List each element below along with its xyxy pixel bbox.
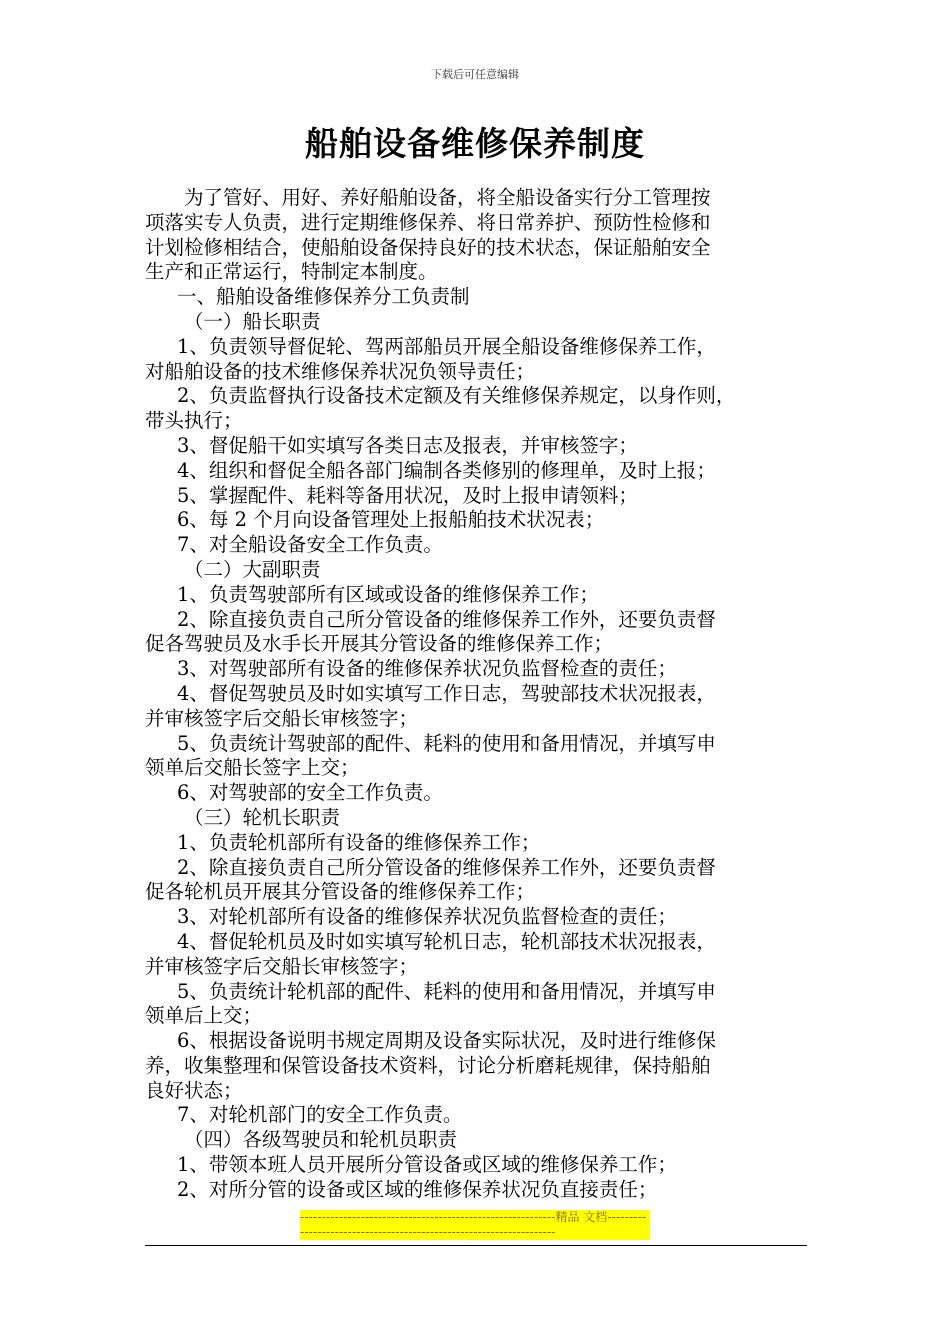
body-line: 为了管好、用好、养好船舶设备，将全船设备实行分工管理按 (184, 186, 711, 209)
body-line: 领单后上交； (145, 1004, 263, 1028)
body-line: 4、督促轮机员及时如实填写轮机日志，轮机部技术状况报表， (177, 929, 716, 953)
body-line: 一、船舶设备维修保养分工负责制 (177, 285, 470, 309)
body-line: 4、组织和督促全船各部门编制各类修别的修理单，及时上报； (177, 458, 716, 482)
body-line: 项落实专人负责，进行定期维修保养、将日常养护、预防性检修和 (145, 210, 711, 234)
body-line: 带头执行； (145, 409, 243, 433)
body-line: 并审核签字后交船长审核签字； (145, 954, 419, 978)
document-title: 船舶设备维修保养制度 (305, 124, 645, 163)
body-line: （二）大副职责 (184, 557, 321, 581)
body-line: 3、对轮机部所有设备的维修保养状况负监督检查的责任； (177, 905, 677, 929)
footer-watermark-note: -----------------------------------------------------------精品 文档-------------------------------------------------------------------- (300, 1210, 650, 1240)
body-line: 良好状态； (145, 1078, 243, 1102)
footer-divider (145, 1245, 807, 1246)
body-line: （四）各级驾驶员和轮机员职责 (184, 1128, 458, 1152)
body-line: 生产和正常运行，特制定本制度。 (145, 260, 438, 284)
body-line: 7、对全船设备安全工作负责。 (177, 533, 443, 557)
body-line: 7、对轮机部门的安全工作负责。 (177, 1103, 463, 1127)
body-line: 养，收集整理和保管设备技术资料，讨论分析磨耗规律，保持船舶 (145, 1053, 711, 1077)
body-line: 计划检修相结合，使船舶设备保持良好的技术状态，保证船舶安全 (145, 235, 711, 259)
body-line: 4、督促驾驶员及时如实填写工作日志，驾驶部技术状况报表， (177, 681, 716, 705)
body-line: 1、负责领导督促轮、驾两部船员开展全船设备维修保养工作， (177, 334, 716, 358)
header-note: 下载后可任意编辑 (431, 68, 519, 81)
body-line: 5、负责统计驾驶部的配件、耗料的使用和备用情况，并填写申 (177, 731, 716, 755)
body-line: 6、对驾驶部的安全工作负责。 (177, 781, 443, 805)
body-line: （一）船长职责 (184, 309, 321, 333)
body-line: 2、除直接负责自己所分管设备的维修保养工作外，还要负责督 (177, 855, 716, 879)
body-line: 1、负责驾驶部所有区域或设备的维修保养工作； (177, 582, 599, 606)
body-line: 6、每 2 个月向设备管理处上报船舶技术状况表； (177, 508, 605, 532)
body-line: 3、对驾驶部所有设备的维修保养状况负监督检查的责任； (177, 657, 677, 681)
body-line: 促各驾驶员及水手长开展其分管设备的维修保养工作； (145, 632, 614, 656)
body-line: 对船舶设备的技术维修保养状况负领导责任； (145, 359, 536, 383)
body-line: 2、负责监督执行设备技术定额及有关维修保养规定，以身作则， (177, 384, 736, 408)
body-line: 5、掌握配件、耗料等备用状况，及时上报申请领料； (177, 483, 638, 507)
body-line: （三）轮机长职责 (184, 805, 341, 829)
body-line: 3、督促船干如实填写各类日志及报表，并审核签字； (177, 433, 638, 457)
body-line: 2、除直接负责自己所分管设备的维修保养工作外，还要负责督 (177, 607, 716, 631)
body-line: 促各轮机员开展其分管设备的维修保养工作； (145, 880, 536, 904)
body-line: 2、对所分管的设备或区域的维修保养状况负直接责任； (177, 1177, 658, 1201)
body-line: 1、带领本班人员开展所分管设备或区域的维修保养工作； (177, 1153, 677, 1177)
body-line: 领单后交船长签字上交； (145, 756, 360, 780)
body-line: 6、根据设备说明书规定周期及设备实际状况，及时进行维修保 (177, 1029, 716, 1053)
document-body (145, 186, 810, 1203)
body-line: 1、负责轮机部所有设备的维修保养工作； (177, 830, 541, 854)
body-line: 并审核签字后交船长审核签字； (145, 706, 419, 730)
body-line: 5、负责统计轮机部的配件、耗料的使用和备用情况，并填写申 (177, 979, 716, 1003)
